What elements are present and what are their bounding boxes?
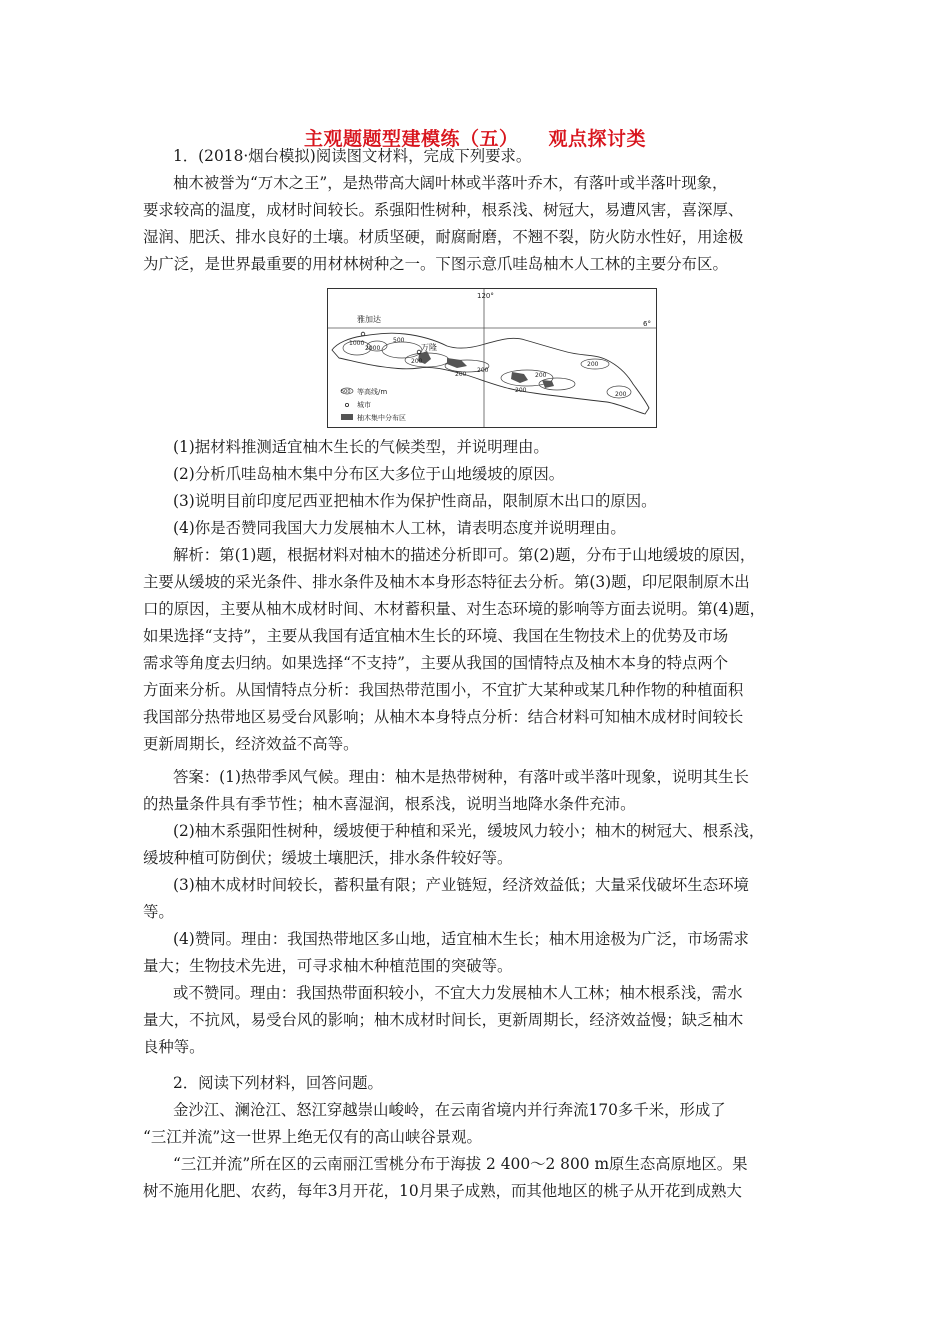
q1-questions: [143, 434, 815, 542]
analysis-line: 方面来分析。从国情特点分析：我国热带范围小，不宜扩大某种或某几种作物的种植面积: [143, 681, 744, 699]
answer-line: 等。: [143, 903, 174, 921]
answer-line: 缓坡种植可防倒伏；缓坡土壤肥沃，排水条件较好等。: [143, 849, 513, 867]
analysis-line: 口的原因，主要从柚木成材时间、木材蓄积量、对生态环境的影响等方面去说明。第(4)题，: [143, 600, 766, 618]
question-item: (3)说明目前印度尼西亚把柚木作为保护性商品，限制原木出口的原因。: [173, 492, 657, 510]
question-item: (4)你是否赞同我国大力发展柚木人工林，请表明态度并说明理由。: [173, 519, 626, 537]
material-line: 为广泛，是世界最重要的用材林树种之一。下图示意爪哇岛柚木人工林的主要分布区。: [143, 255, 728, 273]
material-line: 湿润、肥沃、排水良好的土壤。材质坚硬，耐腐耐磨，不翘不裂，防火防水性好，用途极: [143, 228, 744, 246]
contour-label: 200: [587, 361, 599, 368]
answer-line: (2)柚木系强阳性树种，缓坡便于种植和采光，缓坡风力较小；柚木的树冠大、根系浅，: [173, 822, 765, 840]
analysis-line: 主要从缓坡的采光条件、排水条件及柚木本身形态特征去分析。第(3)题，印尼限制原木出: [143, 573, 750, 591]
q2-para1-line: “三江并流”这一世界上绝无仅有的高山峡谷景观。: [143, 1128, 482, 1146]
contour-label: 200: [411, 358, 423, 365]
answer-line: 答案：(1)热带季风气候。理由：柚木是热带树种，有落叶或半落叶现象，说明其生长: [173, 768, 749, 786]
question-item: (2)分析爪哇岛柚木集中分布区大多位于山地缓坡的原因。: [173, 465, 565, 483]
legend-city: 城市: [357, 401, 371, 409]
legend-contour-value: 500: [341, 389, 351, 395]
material-line: 要求较高的温度，成材时间较长。系强阳性树种，根系浅、树冠大，易遭风害，喜深厚、: [143, 201, 744, 219]
java-teak-map: [327, 288, 657, 428]
question-item: (1)据材料推测适宜柚木生长的气候类型，并说明理由。: [173, 438, 549, 456]
q1-heading: [143, 143, 815, 170]
analysis-line: 如果选择“支持”，主要从我国有适宜柚木生长的环境、我国在生物技术上的优势及市场: [143, 627, 729, 645]
map-frame: [328, 289, 657, 428]
latitude-label: 6°: [643, 320, 651, 328]
city-jakarta: 雅加达: [357, 315, 381, 324]
q2-para1-line: 金沙江、澜沧江、怒江穿越崇山峻岭，在云南省境内并行奔流170多千米，形成了: [173, 1101, 726, 1119]
material-line: 柚木被誉为“万木之王”，是热带高大阔叶林或半落叶乔木，有落叶或半落叶现象，: [173, 174, 728, 192]
legend-teak-symbol: [341, 414, 353, 420]
q1-analysis: [143, 542, 815, 758]
answer-line: (4)赞同。理由：我国热带地区多山地，适宜柚木生长；柚木用途极为广泛，市场需求: [173, 930, 749, 948]
longitude-label: 120°: [477, 292, 494, 300]
q1-answers: [143, 764, 815, 1061]
contour-label: 200: [615, 391, 627, 398]
contour-label: 200: [535, 372, 547, 379]
contour-label: 200: [477, 367, 489, 374]
answer-line: 量大，不抗风，易受台风的影响；柚木成材时间长，更新周期长，经济效益慢；缺乏柚木: [143, 1011, 744, 1029]
q2-para2-line: 树不施用化肥、农药，每年3月开花，10月果子成熟，而其他地区的桃子从开花到成熟大: [143, 1182, 742, 1200]
answer-line: (3)柚木成材时间较长，蓄积量有限；产业链短，经济效益低；大量采伐破坏生态环境: [173, 876, 749, 894]
answer-line: 良种等。: [143, 1038, 205, 1056]
answer-line: 的热量条件具有季节性；柚木喜湿润，根系浅，说明当地降水条件充沛。: [143, 795, 636, 813]
q1-material: [143, 170, 815, 278]
q2-section: [143, 1070, 815, 1205]
analysis-line: 更新周期长，经济效益不高等。: [143, 735, 359, 753]
title-main: 主观题题型建模练（五）: [303, 128, 519, 150]
city-bandung: 万隆: [421, 343, 437, 352]
answer-line: 或不赞同。理由：我国热带面积较小，不宜大力发展柚木人工林；柚木根系浅，需水: [173, 984, 743, 1002]
contour-label: 200: [515, 387, 527, 394]
contour-label: 1000: [349, 340, 365, 347]
legend-contour: 等高线/m: [357, 388, 388, 396]
legend-teak: 柚木集中分布区: [357, 414, 406, 422]
analysis-line: 解析：第(1)题，根据材料对柚木的描述分析即可。第(2)题，分布于山地缓坡的原因，: [173, 546, 756, 564]
contour-label: 2000: [365, 345, 381, 352]
answer-line: 量大；生物技术先进，可寻求柚木种植范围的突破等。: [143, 957, 513, 975]
q1-heading-text: 1．(2018·烟台模拟)阅读图文材料，完成下列要求。: [173, 147, 532, 165]
contour-label: 200: [455, 371, 467, 378]
analysis-line: 我国部分热带地区易受台风影响；从柚木本身特点分析：结合材料可知柚木成材时间较长: [143, 708, 744, 726]
title-sub: 观点探讨类: [548, 128, 647, 150]
q2-heading: 2．阅读下列材料，回答问题。: [173, 1074, 383, 1092]
analysis-line: 需求等角度去归纳。如果选择“不支持”，主要从我国的国情特点及柚木本身的特点两个: [143, 654, 729, 672]
contour-label: 500: [393, 337, 405, 344]
q2-para2-line: “三江并流”所在区的云南丽江雪桃分布于海拔 2 400～2 800 m原生态高原地区。果: [173, 1155, 748, 1173]
